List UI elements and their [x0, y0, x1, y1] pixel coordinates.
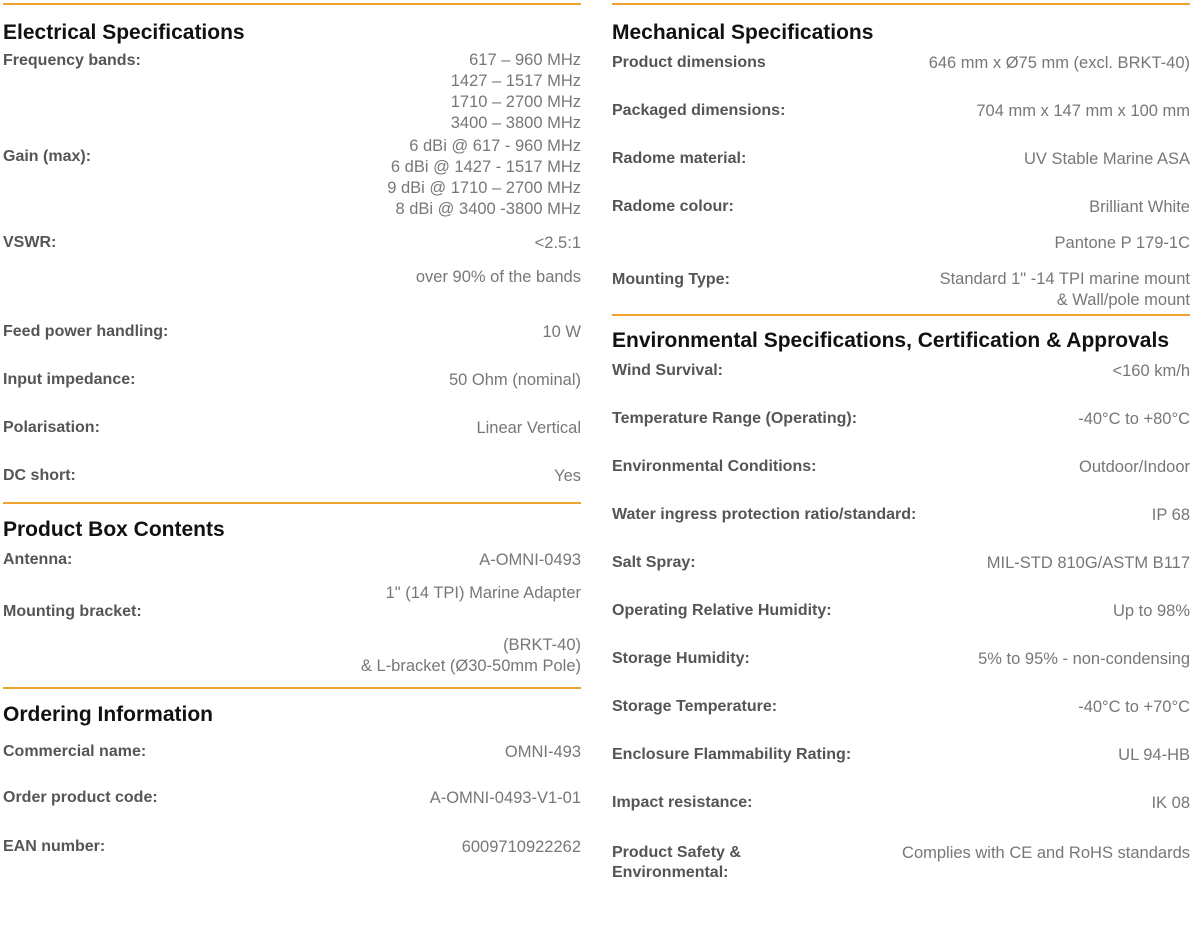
impedance-value: 50 Ohm (nominal)	[448, 370, 581, 389]
env-value: UL 94-HB	[1118, 745, 1190, 764]
env-label: Storage Humidity:	[612, 650, 750, 667]
environmental-title: Environmental Specifications, Certification & Approvals	[612, 329, 1170, 352]
gain-value: 6 dBi @ 1427 - 1517 MHz	[390, 158, 581, 176]
frequency-label: Frequency bands:	[3, 52, 141, 69]
feed-power-value: 10 W	[542, 322, 581, 341]
env-label: Operating Relative Humidity:	[612, 602, 832, 619]
polarisation-value: Linear Vertical	[476, 418, 581, 437]
ordering-title: Ordering Information	[3, 703, 213, 726]
env-row	[612, 539, 1190, 587]
antenna-row	[3, 547, 581, 573]
env-value: IP 68	[1151, 505, 1190, 524]
safety-label-1: Product Safety &	[612, 844, 741, 861]
electrical-title: Electrical Specifications	[3, 21, 245, 44]
env-label: Salt Spray:	[612, 554, 696, 571]
right-column	[612, 0, 1190, 883]
env-row	[612, 779, 1190, 827]
env-row	[612, 491, 1190, 539]
section-divider	[3, 687, 581, 689]
box-contents-title: Product Box Contents	[3, 518, 225, 541]
env-row	[612, 395, 1190, 443]
left-column	[3, 0, 581, 870]
env-value: Outdoor/Indoor	[1079, 457, 1190, 476]
env-row	[612, 683, 1190, 731]
env-value: 5% to 95% - non-condensing	[978, 649, 1190, 668]
mounting-type-value-2: & Wall/pole mount	[1056, 291, 1190, 309]
bracket-values	[361, 635, 581, 677]
bracket-value-3: & L-bracket (Ø30-50mm Pole)	[360, 657, 581, 675]
bracket-value-2: (BRKT-40)	[503, 636, 581, 654]
env-row	[612, 587, 1190, 635]
product-dims-row	[612, 50, 1190, 76]
frequency-values	[451, 50, 581, 136]
bracket-row	[3, 583, 581, 620]
vswr-row	[3, 226, 581, 260]
order-code-label: Order product code:	[3, 789, 158, 806]
mounting-type-value-1: Standard 1" -14 TPI marine mount	[939, 270, 1190, 288]
packaged-dims-row	[612, 87, 1190, 135]
env-row	[612, 635, 1190, 683]
radome-colour-row-2	[612, 231, 1190, 255]
section-divider	[3, 3, 581, 5]
env-label: Enclosure Flammability Rating:	[612, 746, 852, 763]
env-label: Temperature Range (Operating):	[612, 410, 858, 427]
env-value: <160 km/h	[1112, 361, 1190, 380]
section-divider	[612, 3, 1190, 5]
env-label: Storage Temperature:	[612, 698, 778, 715]
vswr-value: <2.5:1	[534, 233, 581, 252]
bracket-value-1: 1" (14 TPI) Marine Adapter	[385, 584, 581, 602]
radome-colour-label: Radome colour:	[612, 198, 734, 215]
env-value: MIL-STD 810G/ASTM B117	[986, 553, 1190, 572]
frequency-value: 1427 – 1517 MHz	[450, 72, 581, 90]
dc-short-row	[3, 452, 581, 500]
gain-row	[3, 136, 581, 222]
ean-label: EAN number:	[3, 838, 106, 855]
dc-short-value: Yes	[554, 466, 581, 485]
order-code-row	[3, 772, 581, 824]
env-value: Up to 98%	[1112, 601, 1190, 620]
polarisation-label: Polarisation:	[3, 419, 100, 436]
dc-short-label: DC short:	[3, 467, 76, 484]
env-row	[612, 731, 1190, 779]
feed-power-row	[3, 308, 581, 356]
gain-label: Gain (max):	[3, 148, 92, 165]
radome-material-row	[612, 135, 1190, 183]
gain-value: 8 dBi @ 3400 -3800 MHz	[395, 200, 581, 218]
radome-colour-value: Brilliant White	[1089, 197, 1190, 216]
safety-value: Complies with CE and RoHS standards	[902, 844, 1190, 862]
bracket-label: Mounting bracket:	[3, 603, 142, 620]
impedance-row	[3, 356, 581, 404]
env-row	[612, 358, 1190, 384]
env-label: Wind Survival:	[612, 362, 723, 379]
feed-power-label: Feed power handling:	[3, 323, 169, 340]
section-divider	[612, 314, 1190, 316]
env-row	[612, 443, 1190, 491]
impedance-label: Input impedance:	[3, 371, 136, 388]
polarisation-row	[3, 404, 581, 452]
safety-label-2: Environmental:	[612, 864, 729, 881]
env-label: Water ingress protection ratio/standard:	[612, 506, 917, 523]
order-code-value: A-OMNI-0493-V1-01	[429, 788, 581, 807]
antenna-value: A-OMNI-0493	[479, 550, 581, 569]
commercial-row	[3, 732, 581, 772]
vswr-label: VSWR:	[3, 234, 57, 251]
antenna-label: Antenna:	[3, 551, 73, 568]
ean-row	[3, 824, 581, 870]
section-divider	[3, 502, 581, 504]
mounting-type-row	[612, 269, 1190, 311]
radome-material-value: UV Stable Marine ASA	[1024, 149, 1190, 168]
env-label: Impact resistance:	[612, 794, 753, 811]
gain-value: 9 dBi @ 1710 – 2700 MHz	[387, 179, 581, 197]
mounting-type-label: Mounting Type:	[612, 271, 730, 288]
gain-values	[387, 136, 581, 222]
frequency-value: 3400 – 3800 MHz	[450, 114, 581, 132]
packaged-dims-label: Packaged dimensions:	[612, 102, 786, 119]
env-value: IK 08	[1151, 793, 1190, 812]
safety-label	[612, 843, 741, 883]
mounting-type-values	[940, 269, 1190, 311]
radome-colour-row	[612, 183, 1190, 231]
ean-value: 6009710922262	[461, 837, 581, 856]
safety-row	[612, 843, 1190, 883]
product-dims-label: Product dimensions	[612, 54, 766, 71]
radome-material-label: Radome material:	[612, 150, 747, 167]
mechanical-title: Mechanical Specifications	[612, 21, 874, 44]
gain-value: 6 dBi @ 617 - 960 MHz	[409, 137, 581, 155]
env-value: -40°C to +70°C	[1078, 697, 1190, 716]
frequency-row	[3, 50, 581, 136]
commercial-label: Commercial name:	[3, 743, 147, 760]
commercial-value: OMNI-493	[504, 742, 581, 761]
vswr-note: over 90% of the bands	[415, 267, 581, 286]
env-value: -40°C to +80°C	[1078, 409, 1190, 428]
vswr-note-row	[3, 260, 581, 294]
frequency-value: 1710 – 2700 MHz	[450, 93, 581, 111]
frequency-value: 617 – 960 MHz	[469, 51, 581, 69]
bracket-extra-row	[3, 635, 581, 677]
env-label: Environmental Conditions:	[612, 458, 817, 475]
packaged-dims-value: 704 mm x 147 mm x 100 mm	[976, 101, 1190, 120]
radome-colour-value-2: Pantone P 179-1C	[1054, 233, 1190, 252]
product-dims-value: 646 mm x Ø75 mm (excl. BRKT-40)	[928, 53, 1190, 72]
